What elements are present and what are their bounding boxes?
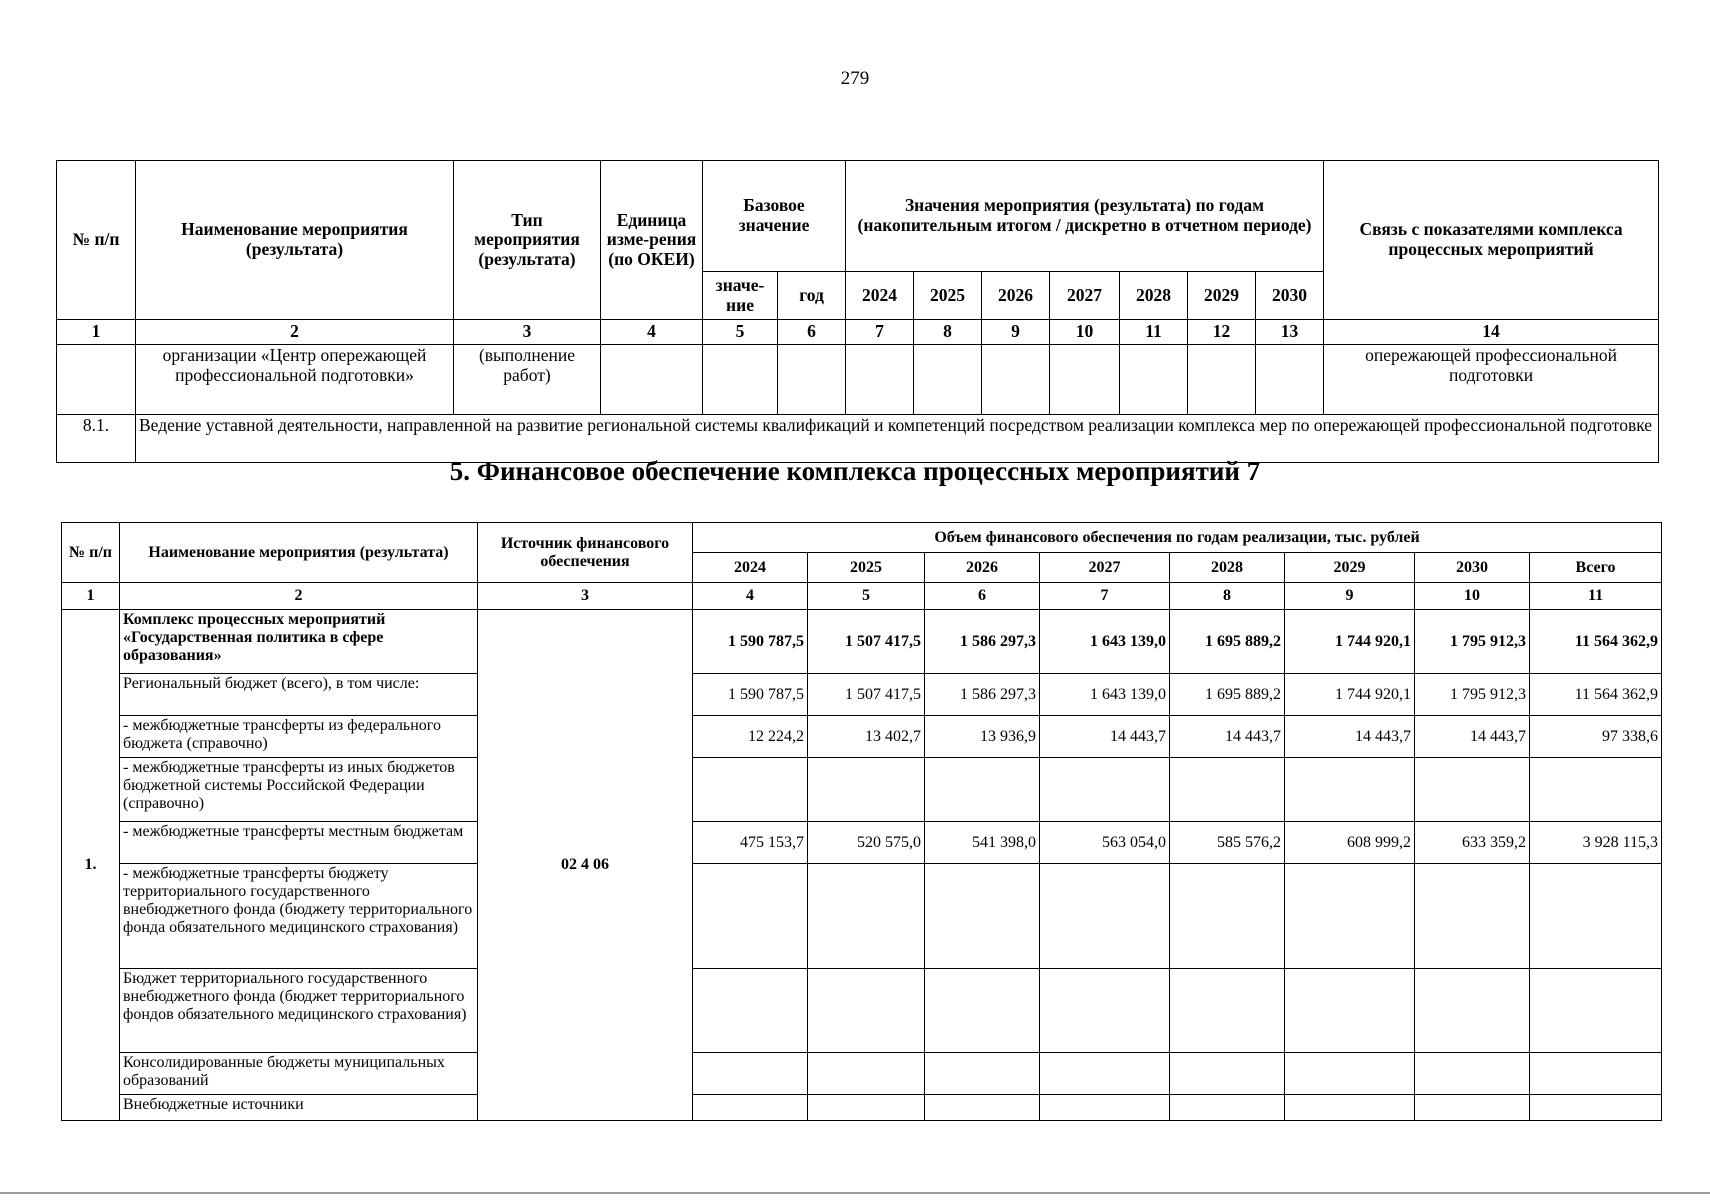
- cell-value: 12 224,2: [693, 716, 808, 758]
- cell-value: [1415, 1053, 1530, 1095]
- cell-value: 14 443,7: [1415, 716, 1530, 758]
- header-volume: Объем финансового обеспечения по годам реализации, тыс. рублей: [693, 523, 1662, 553]
- cell-value: 585 576,2: [1170, 822, 1285, 864]
- cell-value: [693, 758, 808, 822]
- cell-type: (выполнение работ): [454, 345, 601, 415]
- header-values: Значения мероприятия (результата) по годам (накопительным итогом / дискретно в отчетном периоде): [846, 161, 1324, 272]
- cell-value: [1415, 864, 1530, 969]
- col-number: 14: [1324, 320, 1659, 345]
- table-row: [62, 1053, 1662, 1095]
- col-number: 11: [1530, 583, 1662, 610]
- col-number: 2: [136, 320, 454, 345]
- cell-value: [1040, 1095, 1170, 1121]
- cell-value: [1285, 758, 1415, 822]
- table-row: [62, 674, 1662, 716]
- header-total: Всего: [1530, 553, 1662, 583]
- col-number: 8: [914, 320, 982, 345]
- cell-value: 13 402,7: [808, 716, 925, 758]
- header-year: 2025: [914, 272, 982, 320]
- cell-value: 1 507 417,5: [808, 610, 925, 674]
- header-year: 2029: [1188, 272, 1256, 320]
- col-number: 10: [1415, 583, 1530, 610]
- cell-num: [57, 345, 136, 415]
- cell-value: [693, 864, 808, 969]
- cell-value: [808, 1053, 925, 1095]
- cell-value: [1530, 969, 1662, 1053]
- header-year: 2029: [1285, 553, 1415, 583]
- cell-name: - межбюджетные трансферты из иных бюджетов бюджетной системы Российской Федерации (справочно): [120, 758, 478, 822]
- cell-empty: [601, 345, 703, 415]
- header-name: Наименование мероприятия (результата): [136, 161, 454, 320]
- col-number: 4: [601, 320, 703, 345]
- cell-value: [693, 1053, 808, 1095]
- cell-source-code: 02 4 06: [478, 610, 693, 1121]
- cell-value: [1170, 969, 1285, 1053]
- cell-value: [925, 864, 1040, 969]
- cell-value: [1530, 758, 1662, 822]
- cell-empty: [914, 345, 982, 415]
- cell-value: [1415, 969, 1530, 1053]
- table-row: [62, 1095, 1662, 1121]
- header-year: 2027: [1050, 272, 1120, 320]
- col-number: 9: [982, 320, 1050, 345]
- cell-empty: [982, 345, 1050, 415]
- col-number: 5: [703, 320, 778, 345]
- header-year: 2026: [982, 272, 1050, 320]
- cell-value: 13 936,9: [925, 716, 1040, 758]
- cell-name: Бюджет территориального государственного внебюджетного фонда (бюджет территориального фондов обязательного медицинского страхования): [120, 969, 478, 1053]
- cell-value: [1040, 969, 1170, 1053]
- header-year: 2028: [1170, 553, 1285, 583]
- col-number: 9: [1285, 583, 1415, 610]
- cell-value: 11 564 362,9: [1530, 610, 1662, 674]
- section-title: 5. Финансовое обеспечение комплекса процессных мероприятий 7: [449, 456, 1261, 486]
- col-number: 5: [808, 583, 925, 610]
- cell-value: [1285, 969, 1415, 1053]
- cell-num: 8.1.: [57, 415, 136, 463]
- activity-results-table: [56, 160, 1659, 463]
- cell-value: [1040, 1053, 1170, 1095]
- table-row: [62, 822, 1662, 864]
- cell-value: [1530, 1053, 1662, 1095]
- cell-value: [1170, 758, 1285, 822]
- cell-value: [808, 758, 925, 822]
- cell-value: [808, 1095, 925, 1121]
- cell-value: 475 153,7: [693, 822, 808, 864]
- header-year: 2030: [1415, 553, 1530, 583]
- cell-value: [1285, 1095, 1415, 1121]
- cell-value: 1 695 889,2: [1170, 674, 1285, 716]
- cell-value: [1170, 1095, 1285, 1121]
- header-name: Наименование мероприятия (результата): [120, 523, 478, 583]
- header-base-value: значе-ние: [703, 272, 778, 320]
- scan-edge-line: [0, 1192, 1710, 1194]
- cell-value: [808, 969, 925, 1053]
- table-row: [62, 610, 1662, 674]
- cell-value: [693, 969, 808, 1053]
- cell-value: 1 795 912,3: [1415, 674, 1530, 716]
- cell-value: 1 586 297,3: [925, 674, 1040, 716]
- table-row: [62, 758, 1662, 822]
- col-number: 3: [454, 320, 601, 345]
- table-row: [57, 345, 1659, 415]
- cell-value: 1 643 139,0: [1040, 674, 1170, 716]
- header-year: 2027: [1040, 553, 1170, 583]
- header-unit: Единица изме-рения (по ОКЕИ): [601, 161, 703, 320]
- cell-empty: [1188, 345, 1256, 415]
- cell-name: организации «Центр опережающей профессиональной подготовки»: [136, 345, 454, 415]
- cell-name: - межбюджетные трансферты из федерального бюджета (справочно): [120, 716, 478, 758]
- cell-name: Комплекс процессных мероприятий «Государственная политика в сфере образования»: [120, 610, 478, 674]
- col-number: 1: [62, 583, 120, 610]
- cell-value: 1 643 139,0: [1040, 610, 1170, 674]
- cell-value: 608 999,2: [1285, 822, 1415, 864]
- cell-value: [925, 1095, 1040, 1121]
- cell-value: 541 398,0: [925, 822, 1040, 864]
- table-row: [62, 864, 1662, 969]
- header-year: 2028: [1120, 272, 1188, 320]
- cell-name: - межбюджетные трансферты бюджету территориального государственного внебюджетного фонда (бюджету территориального фонда обязательного медицинского страхования): [120, 864, 478, 969]
- header-num: № п/п: [62, 523, 120, 583]
- cell-value: [1415, 1095, 1530, 1121]
- cell-value: [1040, 758, 1170, 822]
- cell-value: 1 744 920,1: [1285, 674, 1415, 716]
- col-number: 1: [57, 320, 136, 345]
- header-type: Тип мероприятия (результата): [454, 161, 601, 320]
- cell-value: [925, 1053, 1040, 1095]
- cell-value: [925, 758, 1040, 822]
- cell-value: [1285, 864, 1415, 969]
- col-number: 12: [1188, 320, 1256, 345]
- cell-value: [1285, 1053, 1415, 1095]
- cell-name: Консолидированные бюджеты муниципальных образований: [120, 1053, 478, 1095]
- cell-value: [1170, 1053, 1285, 1095]
- financing-table: [61, 522, 1662, 1121]
- cell-value: 1 795 912,3: [1415, 610, 1530, 674]
- cell-value: [1530, 864, 1662, 969]
- cell-value: [1530, 1095, 1662, 1121]
- cell-name: Региональный бюджет (всего), в том числе:: [120, 674, 478, 716]
- col-number: 3: [478, 583, 693, 610]
- header-link: Связь с показателями комплекса процессных мероприятий: [1324, 161, 1659, 320]
- col-number: 11: [1120, 320, 1188, 345]
- col-number: 10: [1050, 320, 1120, 345]
- cell-value: 563 054,0: [1040, 822, 1170, 864]
- cell-empty: [778, 345, 846, 415]
- cell-value: 1 590 787,5: [693, 674, 808, 716]
- cell-value: 14 443,7: [1040, 716, 1170, 758]
- cell-description: Ведение уставной деятельности, направленной на развитие региональной системы квалификаций и компетенций посредством реализации комплекса мер по опережающей профессиональной подготовке: [136, 415, 1659, 463]
- header-source: Источник финансового обеспечения: [478, 523, 693, 583]
- col-number: 7: [1040, 583, 1170, 610]
- cell-name: Внебюджетные источники: [120, 1095, 478, 1121]
- cell-value: 3 928 115,3: [1530, 822, 1662, 864]
- col-number: 4: [693, 583, 808, 610]
- column-number-row: [62, 583, 1662, 610]
- cell-empty: [703, 345, 778, 415]
- cell-value: 633 359,2: [1415, 822, 1530, 864]
- cell-value: [1170, 864, 1285, 969]
- cell-value: 97 338,6: [1530, 716, 1662, 758]
- col-number: 6: [778, 320, 846, 345]
- cell-value: 1 507 417,5: [808, 674, 925, 716]
- cell-value: [1415, 758, 1530, 822]
- cell-value: 14 443,7: [1170, 716, 1285, 758]
- col-number: 13: [1256, 320, 1324, 345]
- cell-empty: [1050, 345, 1120, 415]
- cell-value: 1 586 297,3: [925, 610, 1040, 674]
- cell-name: - межбюджетные трансферты местным бюджетам: [120, 822, 478, 864]
- cell-empty: [846, 345, 914, 415]
- cell-link: опережающей профессиональной подготовки: [1324, 345, 1659, 415]
- header-num: № п/п: [57, 161, 136, 320]
- header-year: 2026: [925, 553, 1040, 583]
- cell-value: 1 695 889,2: [1170, 610, 1285, 674]
- table-row: [62, 716, 1662, 758]
- cell-value: 1 744 920,1: [1285, 610, 1415, 674]
- col-number: 6: [925, 583, 1040, 610]
- cell-value: [693, 1095, 808, 1121]
- cell-value: [808, 864, 925, 969]
- page-number: 279: [840, 68, 870, 89]
- cell-empty: [1120, 345, 1188, 415]
- header-base: Базовое значение: [703, 161, 846, 272]
- col-number: 2: [120, 583, 478, 610]
- header-year: 2024: [846, 272, 914, 320]
- cell-empty: [1256, 345, 1324, 415]
- header-year: 2025: [808, 553, 925, 583]
- header-year: 2030: [1256, 272, 1324, 320]
- column-number-row: [57, 320, 1659, 345]
- cell-value: 14 443,7: [1285, 716, 1415, 758]
- cell-value: 520 575,0: [808, 822, 925, 864]
- cell-value: 11 564 362,9: [1530, 674, 1662, 716]
- header-year: 2024: [693, 553, 808, 583]
- col-number: 8: [1170, 583, 1285, 610]
- cell-value: 1 590 787,5: [693, 610, 808, 674]
- header-base-year: год: [778, 272, 846, 320]
- table-row: [62, 969, 1662, 1053]
- cell-num: 1.: [62, 610, 120, 1121]
- col-number: 7: [846, 320, 914, 345]
- cell-value: [1040, 864, 1170, 969]
- cell-value: [925, 969, 1040, 1053]
